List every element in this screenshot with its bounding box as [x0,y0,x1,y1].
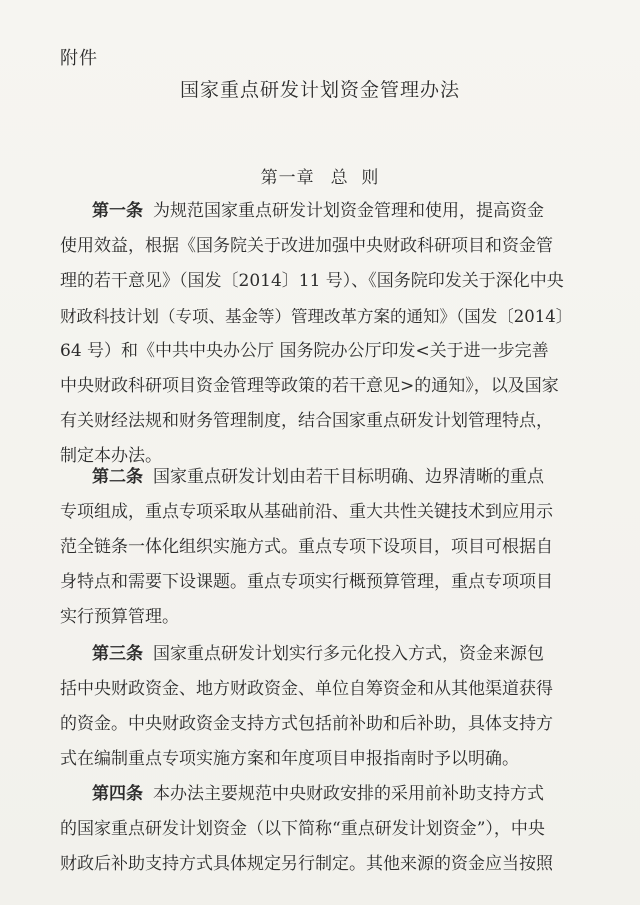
article-line: 财政后补助支持方式具体规定另行制定。其他来源的资金应当按照 [60,854,553,874]
article-line: 括中央财政资金、地方财政资金、单位自筹资金和从其他渠道获得 [60,679,553,699]
article-line: 中央财政科研项目资金管理等政策的若干意见>的通知》，以及国家 [60,376,559,396]
article-line: 财政科技计划（专项、基金等）管理改革方案的通知》（国发〔2014〕 [60,307,573,326]
chapter-heading [0,163,640,188]
article-3 [60,637,582,777]
chapter-name: 总 则 [330,168,380,188]
article-line: 身特点和需要下设课题。重点专项实行概预算管理，重点专项项目 [60,572,553,592]
article-line: 使用效益，根据《国务院关于改进加强中央财政科研项目和资金管 [60,236,553,256]
article-label: 第三条 [92,644,143,664]
article-line: 制定本办法。 [60,446,162,466]
article-label: 第二条 [92,467,143,487]
article-line: 有关财经法规和财务管理制度，结合国家重点研发计划管理特点， [60,411,553,431]
article-line: 式在编制重点专项实施方案和年度项目申报指南时予以明确。 [60,749,519,769]
article-line: 的资金。中央财政资金支持方式包括前补助和后补助，具体支持方 [60,714,553,734]
article-line: 第二条 国家重点研发计划由若干目标明确、边界清晰的重点 [92,467,544,487]
article-line: 理的若干意见》（国发〔2014〕11 号）、《国务院印发关于深化中央 [60,271,564,291]
article-4 [60,777,582,882]
document-title: 国家重点研发计划资金管理办法 [179,79,460,101]
attachment-label: 附件 [60,48,98,69]
article-label: 第四条 [92,784,143,804]
article-2 [60,460,582,635]
article-line: 第四条 本办法主要规范中央财政安排的采用前补助支持方式 [92,784,544,804]
chapter-number: 第一章 [260,168,315,188]
article-1 [60,194,582,474]
article-line: 专项组成，重点专项采取从基础前沿、重大共性关键技术到应用示 [60,502,553,522]
article-line: 64 号）和《中共中央办公厅 国务院办公厅印发<关于进一步完善 [60,341,549,361]
article-line: 范全链条一体化组织实施方式。重点专项下设项目，项目可根据自 [60,537,553,557]
article-label: 第一条 [92,201,143,221]
article-line: 实行预算管理。 [60,607,179,627]
article-line: 的国家重点研发计划资金（以下简称“重点研发计划资金”），中央 [60,819,545,839]
article-line: 第一条 为规范国家重点研发计划资金管理和使用，提高资金 [92,201,544,221]
article-line: 第三条 国家重点研发计划实行多元化投入方式，资金来源包 [92,644,544,664]
